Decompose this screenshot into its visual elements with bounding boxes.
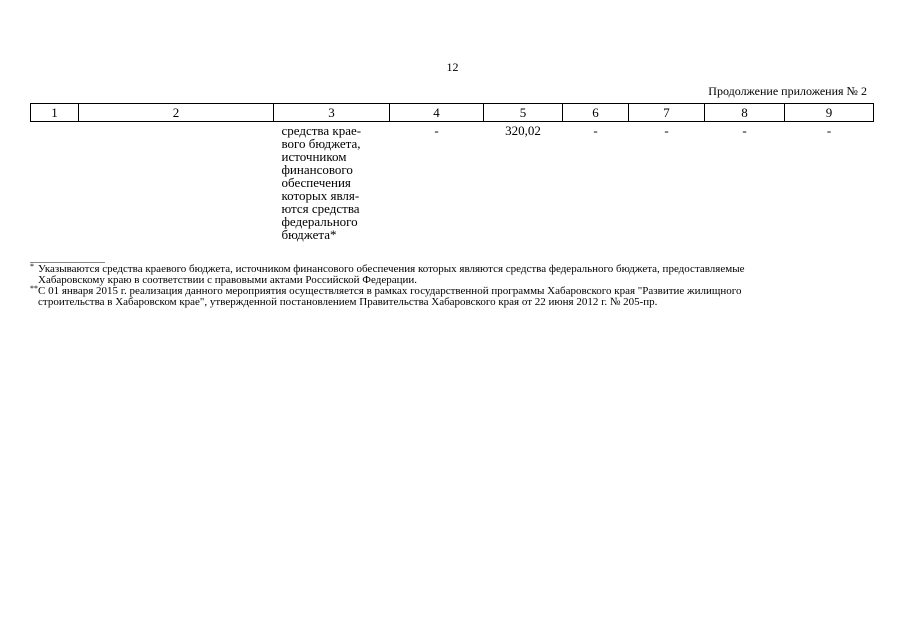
- funding-source-line: ются средства: [281, 201, 360, 216]
- funding-source-line: федерального: [281, 214, 358, 229]
- footnote-line: С 01 января 2015 г. реализация данного мероприятия осуществляется в рамках государственной программы Хабаровского края "Развитие жилищного: [38, 285, 742, 297]
- cell-col-8: -: [742, 123, 747, 138]
- funding-source-line: обеспечения: [281, 175, 351, 190]
- appendix-table: [30, 103, 874, 241]
- cell-col-1: [31, 122, 79, 242]
- cell-col-7: -: [664, 123, 669, 138]
- header-col-7: 7: [629, 104, 705, 122]
- footnote-mark: *: [30, 262, 34, 271]
- page-number: 12: [446, 60, 459, 74]
- footnote-mark: **: [30, 284, 38, 293]
- footnote-2: [30, 286, 875, 308]
- funding-source-line: которых явля-: [281, 188, 360, 203]
- funding-source-line: источником: [281, 149, 347, 164]
- header-col-5: 5: [484, 104, 563, 122]
- footnote-line: Указываются средства краевого бюджета, источником финансового обеспечения которых являются средства федерального бюджета, предоставляемые: [38, 263, 745, 275]
- footnotes: [30, 264, 875, 308]
- funding-source-line: финансового: [281, 162, 353, 177]
- appendix-continuation-label: Продолжение приложения № 2: [708, 84, 867, 98]
- cell-col-6: -: [593, 123, 598, 138]
- header-col-4: 4: [390, 104, 484, 122]
- footnote-1: [30, 264, 875, 286]
- cell-col-5-amount: 320,02: [505, 123, 541, 138]
- cell-col-9: -: [826, 123, 832, 138]
- header-col-6: 6: [563, 104, 629, 122]
- funding-source-line: вого бюджета,: [281, 136, 361, 151]
- funding-source-line: бюджета*: [281, 227, 337, 242]
- cell-col-2: [79, 122, 274, 242]
- header-col-1: 1: [31, 104, 79, 122]
- header-col-3: 3: [274, 104, 390, 122]
- header-col-2: 2: [79, 104, 274, 122]
- table-header-row: [31, 104, 874, 122]
- funding-source-line: средства крае-: [281, 123, 362, 138]
- header-col-8: 8: [705, 104, 785, 122]
- cell-col-4: -: [434, 123, 439, 138]
- footnote-line: Хабаровскому краю в соответствии с правовыми актами Российской Федерации.: [38, 274, 418, 286]
- cell-funding-source: [274, 122, 390, 242]
- header-col-9: 9: [785, 104, 874, 122]
- footnote-line: строительства в Хабаровском крае", утвержденной постановлением Правительства Хабаровского края от 22 июня 2012 г. № 205-пр.: [38, 296, 658, 308]
- table-row: [31, 122, 874, 242]
